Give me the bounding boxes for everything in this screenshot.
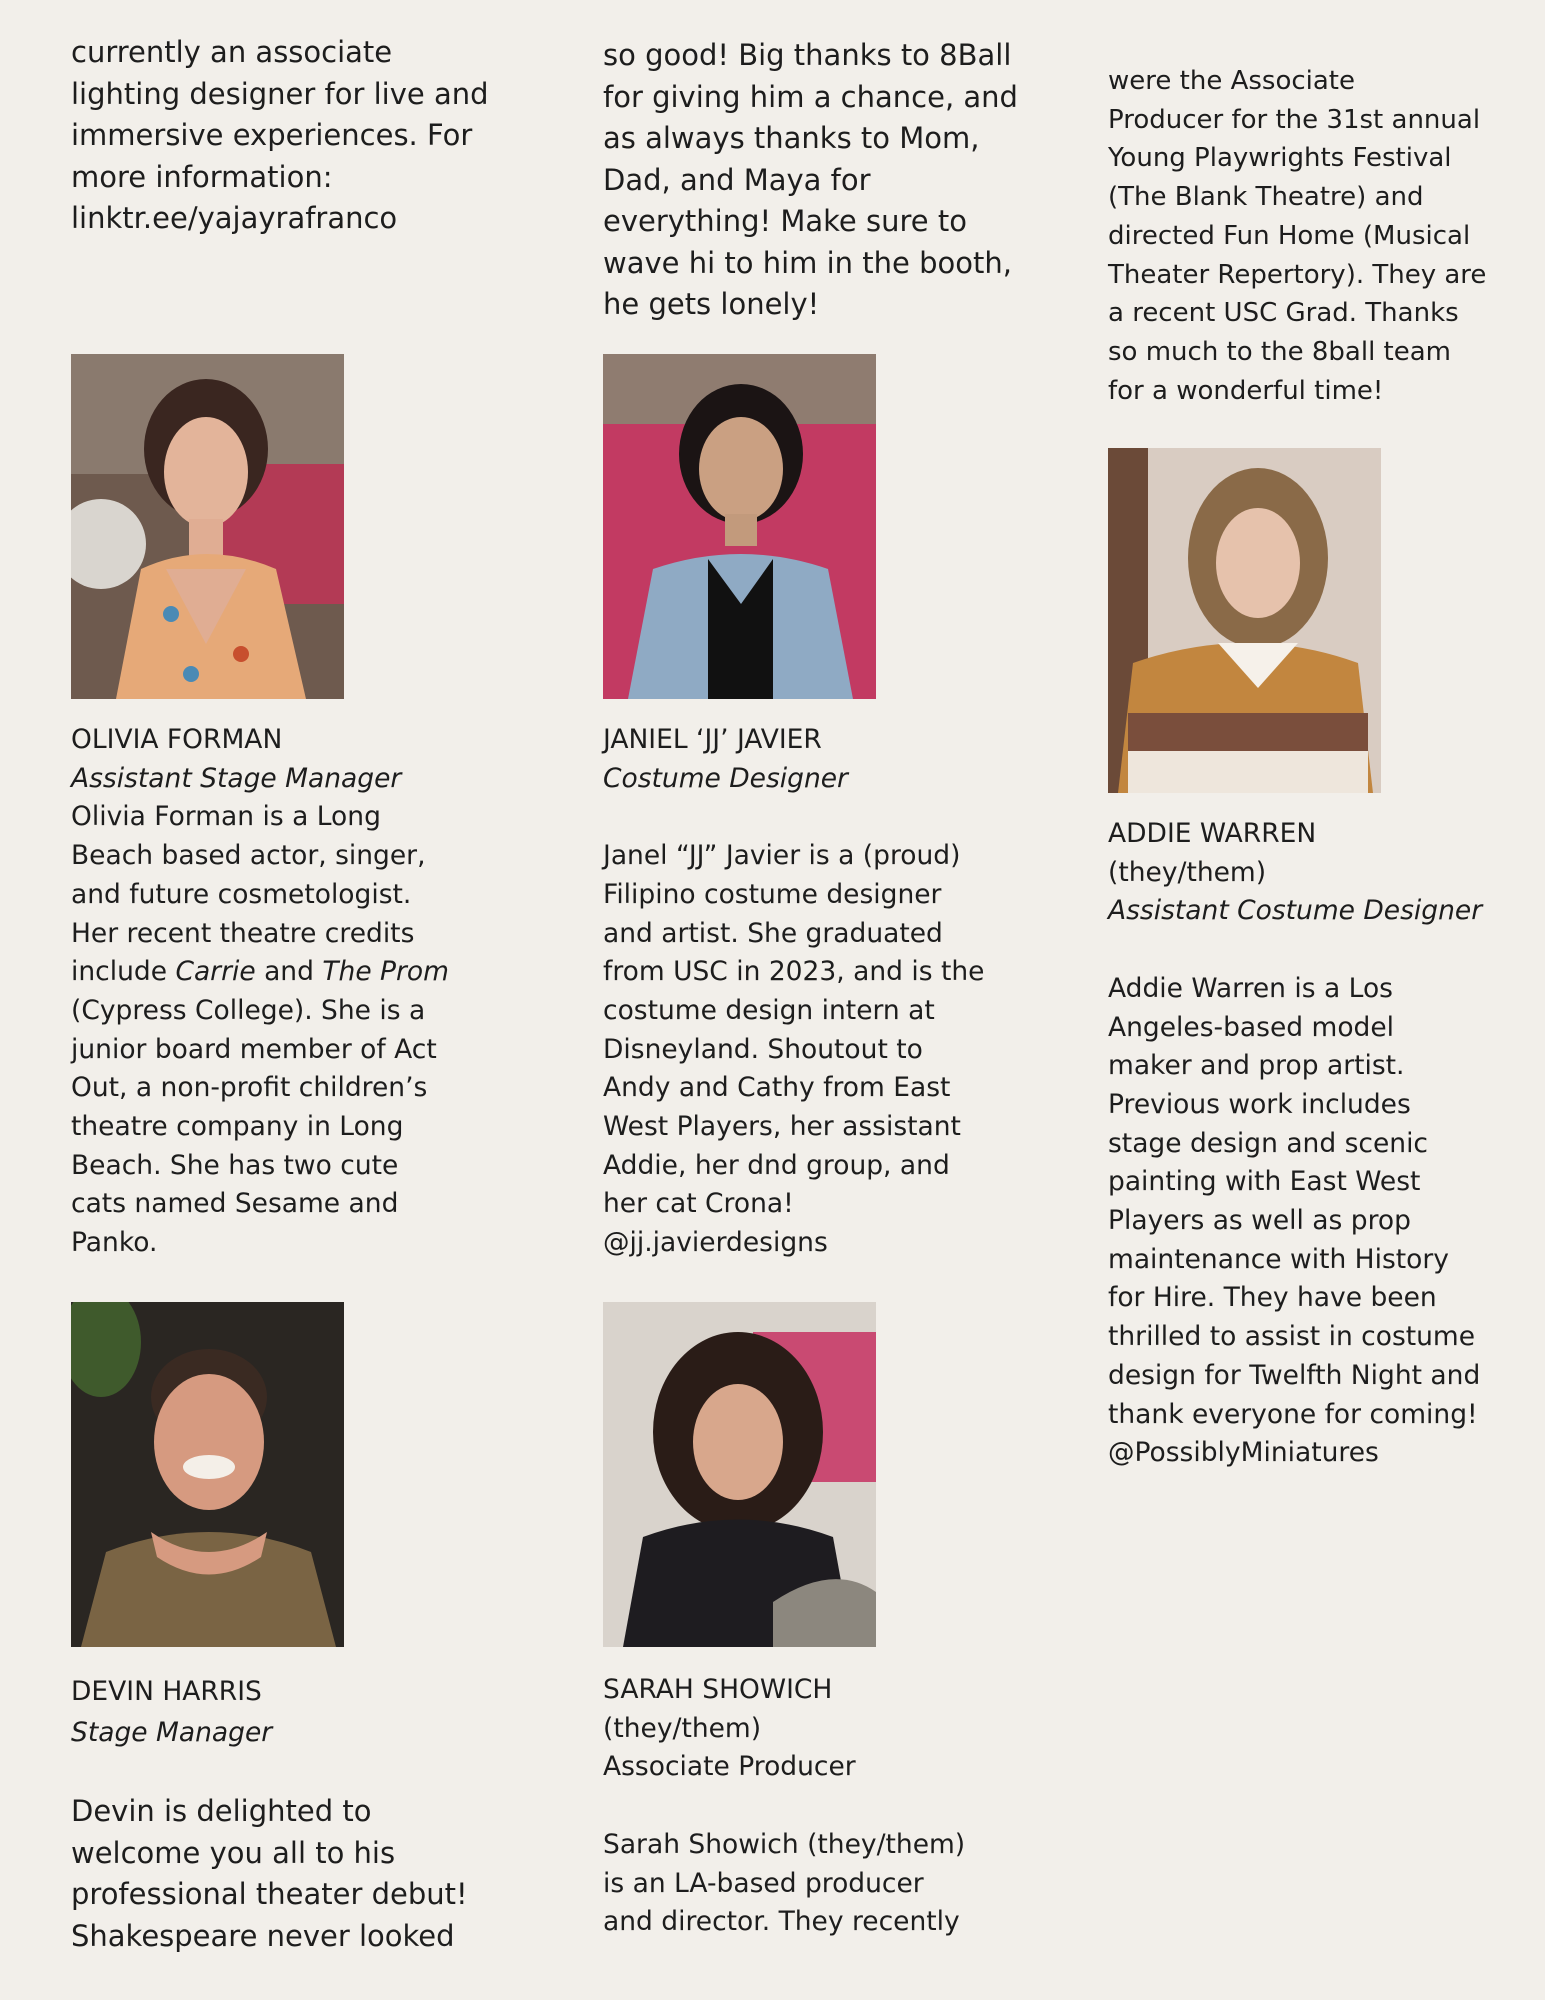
- col2-intro-text: so good! Big thanks to 8Ball for giving him a chance, and as always thanks to Mom, Dad, and Maya for everything! Make sure to wave hi to him in the booth, he gets lonely!: [603, 38, 1018, 321]
- devin-harris-role: Stage Manager: [71, 1716, 273, 1748]
- janiel-javier-handle: @jj.javierdesigns: [603, 1227, 828, 1259]
- addie-warren-handle: @PossiblyMiniatures: [1108, 1437, 1379, 1469]
- addie-warren-pronouns: (they/them): [1108, 856, 1267, 888]
- col3-intro-text: were the Associate Producer for the 31st annual Young Playwrights Festival (The Blank Theatre) and directed Fun Home (Musical Theater Repertory). They are a recent USC Grad. Thanks so much to the 8ball team for a wonderful time!: [1108, 66, 1487, 406]
- sarah-showich-bio: SARAH SHOWICH (they/them) Associate Producer Sarah Showich (they/them) is an LA-based producer and director. They recently: [603, 1671, 965, 1942]
- olivia-forman-bio: OLIVIA FORMAN Assistant Stage Manager Olivia Forman is a Long Beach based actor, singer, and future cosmetologist. Her recent theatre credits include Carrie and The Prom (Cypress College). She is a junior board member of Act Out, a non-profit children’s theatre company in Long Beach. She has two cute cats named Sesame and Panko.: [71, 721, 449, 1263]
- addie-warren-role: Assistant Costume Designer: [1108, 895, 1483, 927]
- devin-harris-photo: [71, 1302, 344, 1647]
- devin-harris-name: DEVIN HARRIS: [71, 1676, 262, 1707]
- sarah-showich-role: Associate Producer: [603, 1751, 856, 1783]
- olivia-forman-photo: [71, 354, 344, 699]
- addie-warren-name: ADDIE WARREN: [1108, 818, 1317, 849]
- janiel-javier-role: Costume Designer: [603, 762, 848, 794]
- devin-harris-bio: DEVIN HARRIS Stage Manager Devin is delighted to welcome you all to his professional theater debut! Shakespeare never looked: [71, 1673, 468, 1957]
- sarah-showich-pronouns: (they/them): [603, 1712, 762, 1744]
- col3-intro: [1108, 62, 1528, 410]
- olivia-forman-name: OLIVIA FORMAN: [71, 724, 283, 755]
- janiel-javier-bio: JANIEL ‘JJ’ JAVIER Costume Designer Janel “JJ” Javier is a (proud) Filipino costume designer and artist. She graduated from USC in 2023, and is the costume design intern at Disneyland. Shoutout to Andy and Cathy from East West Players, her assistant Addie, her dnd group, and her cat Crona! @jj.javierdesigns: [603, 721, 984, 1263]
- linktree-link[interactable]: linktr.ee/yajayrafranco: [71, 201, 398, 235]
- janiel-javier-name: JANIEL ‘JJ’ JAVIER: [603, 724, 822, 755]
- sarah-showich-photo: [603, 1302, 876, 1647]
- janiel-javier-photo: [603, 354, 876, 699]
- sarah-showich-name: SARAH SHOWICH: [603, 1674, 833, 1705]
- col1-intro-text: currently an associate lighting designer for live and immersive experiences. For more information: linktr.ee/yajayrafranco: [71, 35, 489, 235]
- col1-intro: [71, 32, 491, 240]
- addie-warren-photo: [1108, 448, 1381, 793]
- col2-intro: [603, 35, 1023, 326]
- addie-warren-bio: ADDIE WARREN (they/them) Assistant Costume Designer Addie Warren is a Los Angeles-based model maker and prop artist. Previous work includes stage design and scenic painting with East West Players as well as prop maintenance with History for Hire. They have been thrilled to assist in costume design for Twelfth Night and thank everyone for coming! @PossiblyMiniatures: [1108, 815, 1482, 1473]
- olivia-forman-role: Assistant Stage Manager: [71, 762, 402, 794]
